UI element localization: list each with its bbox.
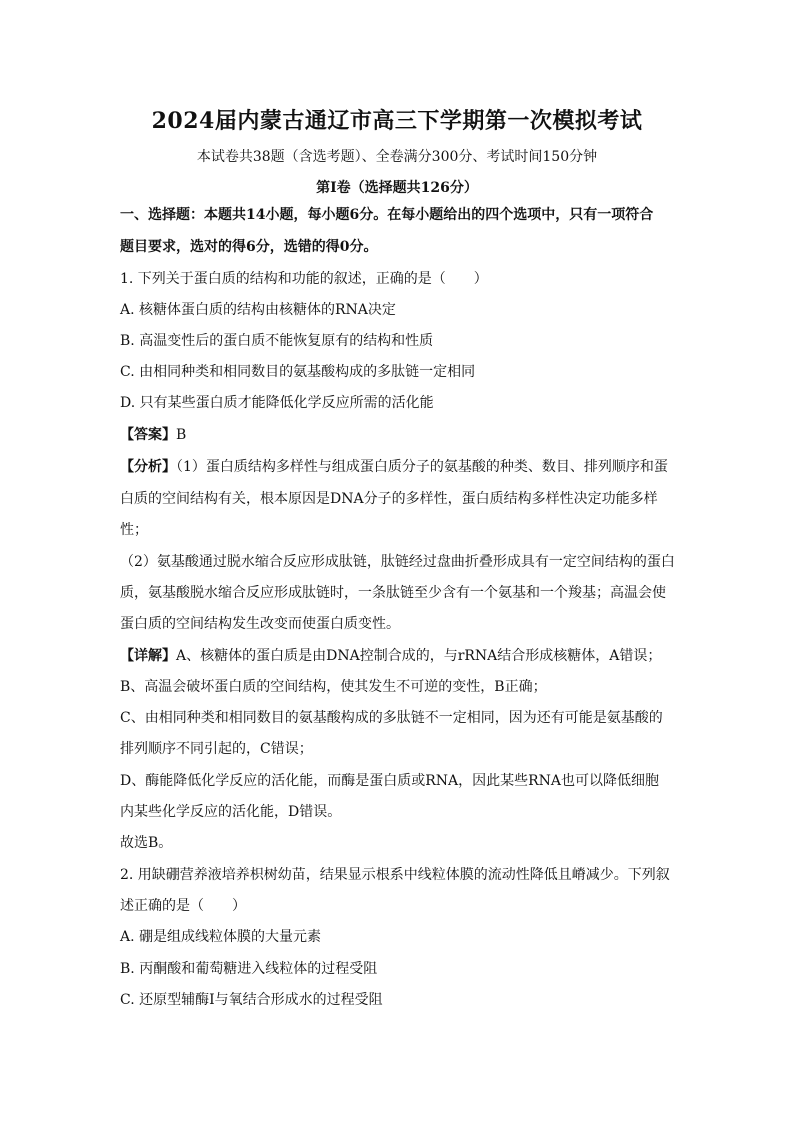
option-a: A. 硼是组成线粒体膜的大量元素 (120, 929, 322, 945)
instructions-line: 一、选择题：本题共14小题，每小题6分。在每小题给出的四个选项中，只有一项符合 (120, 207, 654, 223)
detail-line: C、由相同种类和相同数目的氨基酸构成的多肽链不一定相同，因为还有可能是氨基酸的 (120, 710, 663, 726)
analysis-line: （2）氨基酸通过脱水缩合反应形成肽链，肽链经过盘曲折叠形成具有一定空间结构的蛋白 (120, 554, 675, 570)
analysis-line: 蛋白质的空间结构发生改变而使蛋白质变性。 (120, 616, 400, 632)
analysis-line: 白质的空间结构有关，根本原因是DNA分子的多样性，蛋白质结构多样性决定功能多样 (120, 491, 658, 507)
question-stem: 1. 下列关于蛋白质的结构和功能的叙述，正确的是（ ） (120, 271, 488, 287)
detail-label: 【详解】 (120, 648, 176, 664)
answer-label: 【答案】 (120, 427, 176, 443)
exam-info: 本试卷共38题（含选考题）、全卷满分300分、考试时间150分钟 (196, 149, 598, 165)
option-c: C. 由相同种类和相同数目的氨基酸构成的多肽链一定相同 (120, 364, 476, 380)
option-c: C. 还原型辅酶Ⅰ与氧结合形成水的过程受阻 (120, 992, 383, 1008)
detail-line (120, 647, 680, 665)
instructions-line: 题目要求，选对的得6分，选错的得0分。 (120, 239, 378, 255)
detail-line: B、高温会破坏蛋白质的空间结构，使其发生不可逆的变性，B正确； (120, 679, 547, 695)
option-a: A. 核糖体蛋白质的结构由核糖体的RNA决定 (120, 302, 396, 318)
analysis-line: 质，氨基酸脱水缩合反应形成肽链时，一条肽链至少含有一个氨基和一个羧基；高温会使 (120, 585, 666, 601)
conclusion-line: 故选B。 (120, 835, 173, 851)
detail-line: D、酶能降低化学反应的活化能，而酶是蛋白质或RNA，因此某些RNA也可以降低细胞 (120, 773, 660, 789)
document-title: 2024届内蒙古通辽市高三下学期第一次模拟考试 (151, 108, 643, 134)
option-d: D. 只有某些蛋白质才能降低化学反应所需的活化能 (120, 395, 434, 411)
analysis-line: 性； (120, 522, 148, 538)
option-b: B. 高温变性后的蛋白质不能恢复原有的结构和性质 (120, 333, 434, 349)
analysis-label: 【分析】 (120, 459, 176, 475)
detail-line: 内某些化学反应的活化能，D错误。 (120, 804, 342, 820)
analysis-line (120, 458, 680, 476)
section-heading: 第Ⅰ卷（选择题共126分） (316, 180, 478, 196)
detail-line: 排列顺序不同引起的，C错误； (120, 741, 313, 757)
analysis-text: （1）蛋白质结构多样性与组成蛋白质分子的氨基酸的种类、数目、排列顺序和蛋 (176, 459, 668, 475)
question-stem: 2. 用缺硼营养液培养枳树幼苗，结果显示根系中线粒体膜的流动性降低且嵴减少。下列叙 (120, 867, 670, 883)
question-stem: 述正确的是（ ） (120, 898, 246, 914)
detail-text: A、核糖体的蛋白质是由DNA控制合成的，与rRNA结合形成核糖体，A错误； (176, 648, 662, 664)
answer-value: B (176, 427, 187, 443)
option-b: B. 丙酮酸和葡萄糖进入线粒体的过程受阻 (120, 961, 378, 977)
answer-line (120, 426, 680, 444)
